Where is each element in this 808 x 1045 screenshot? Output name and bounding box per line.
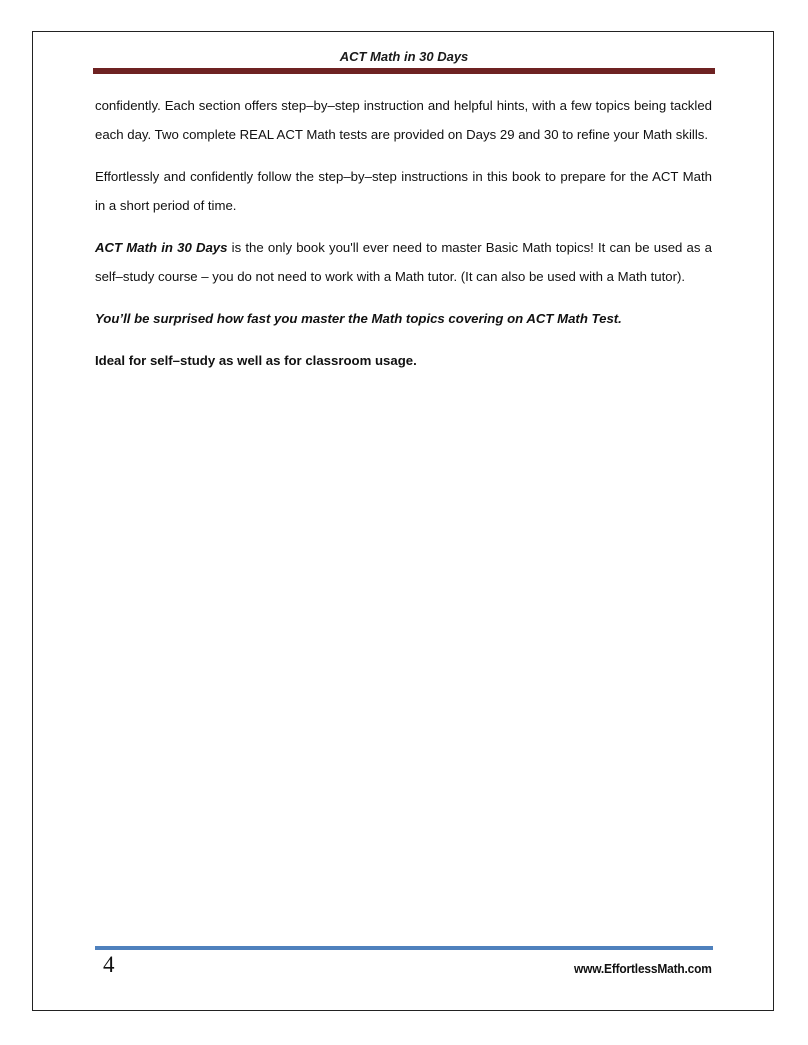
body-text bbox=[95, 91, 712, 388]
footer-url: www.EffortlessMath.com bbox=[574, 961, 712, 976]
header-rule bbox=[93, 68, 715, 74]
paragraph-3-text: is the only book you'll ever need to master Basic Math topics! It can be used as a self–study course – you do not need to work with a Math tutor. (It can also be used with a Math tutor). bbox=[95, 240, 712, 284]
footer-rule bbox=[95, 946, 713, 950]
paragraph-2: Effortlessly and confidently follow the step–by–step instructions in this book to prepare for the ACT Math in a short period of time. bbox=[95, 169, 712, 213]
page-number: 4 bbox=[103, 952, 115, 977]
paragraph-5: Ideal for self–study as well as for classroom usage. bbox=[95, 353, 417, 368]
paragraph-1: confidently. Each section offers step–by–step instruction and helpful hints, with a few topics being tackled each day. Two complete REAL ACT Math tests are provided on Days 29 and 30 to refine your Math skills. bbox=[95, 98, 712, 142]
book-title-inline: ACT Math in 30 Days bbox=[95, 240, 228, 255]
paragraph-3 bbox=[95, 233, 712, 291]
running-header-title: ACT Math in 30 Days bbox=[339, 49, 469, 64]
paragraph-4: You’ll be surprised how fast you master the Math topics covering on ACT Math Test. bbox=[95, 311, 622, 326]
